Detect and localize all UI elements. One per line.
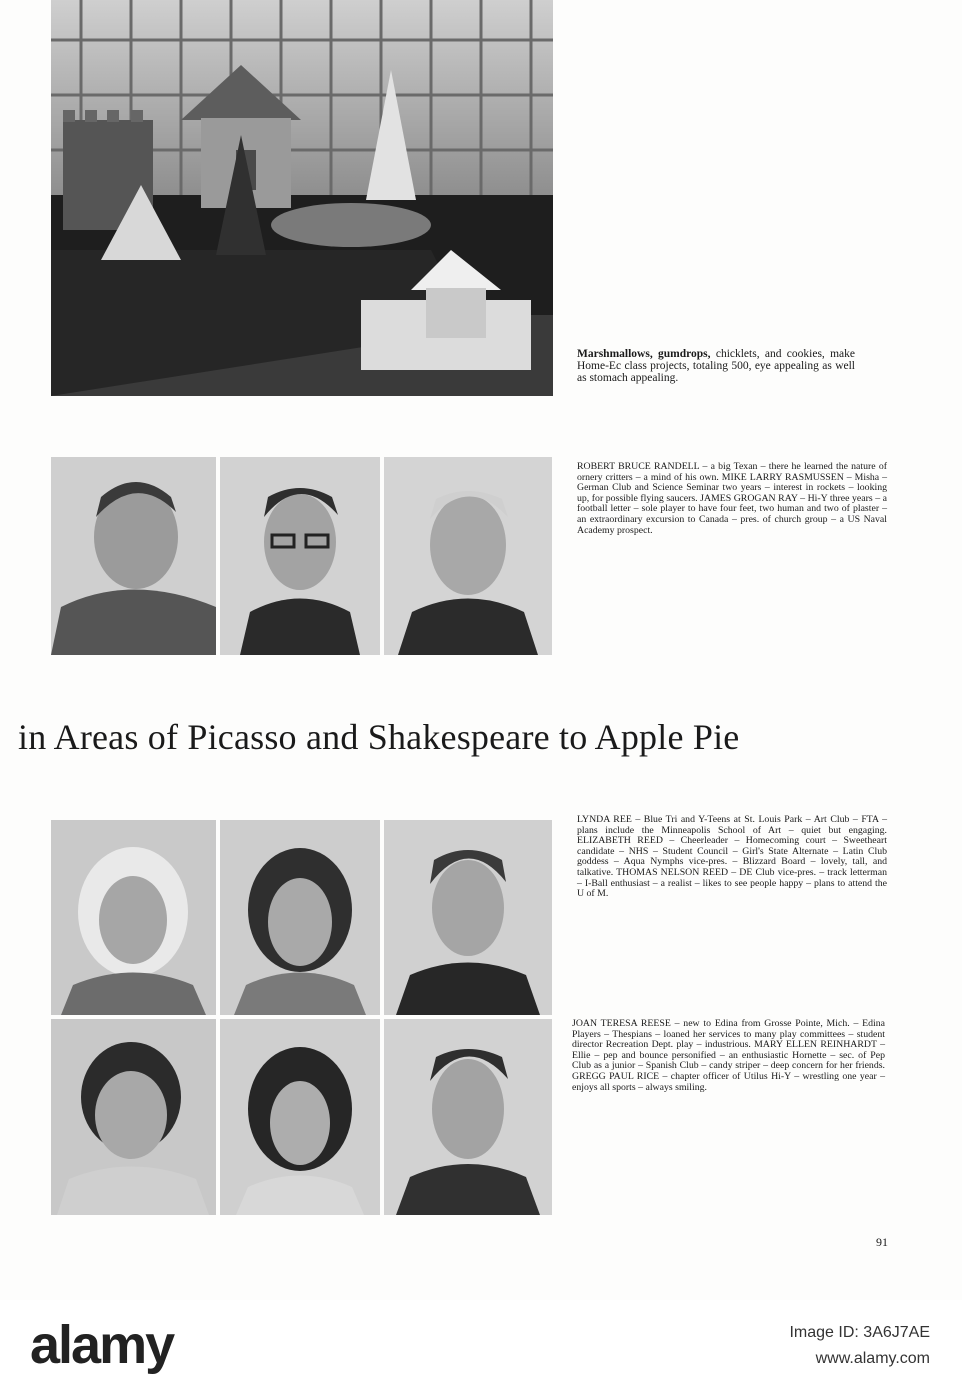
image-id: Image ID: 3A6J7AE — [789, 1324, 930, 1341]
portrait-joan-reese — [51, 1019, 216, 1215]
portrait-lynda-ree — [51, 820, 216, 1015]
site-url[interactable]: www.alamy.com — [815, 1350, 930, 1367]
portrait-mike-rasmussen — [220, 457, 380, 655]
portrait-mary-reinhardt — [220, 1019, 380, 1215]
page-number: 91 — [876, 1235, 888, 1249]
bio-row-1: ROBERT BRUCE RANDELL – a big Texan – there he learned the nature of ornery critters – a mind of his own. MIKE LARRY RASMUSSEN – Misha – German Club and Science Seminar two years – interest in rockets – looking up, for possible flying saucers. JAMES GROGAN RAY – Hi-Y three years – a football letter – sole player to have four feet, two human and two of plaster – an extraordinary excursion to Canada – pres. of church group – a US Naval Academy prospect. — [577, 461, 887, 536]
portrait-elizabeth-reed — [220, 820, 380, 1015]
caption-lead: Marshmallows, gumdrops, — [577, 348, 711, 360]
portrait-thomas-reed — [384, 820, 552, 1015]
stock-banner — [0, 1300, 962, 1390]
gingerbread-house-photo — [51, 0, 553, 396]
page-headline: in Areas of Picasso and Shakespeare to Apple Pie — [18, 717, 740, 757]
bio-row-2: LYNDA REE – Blue Tri and Y-Teens at St. Louis Park – Art Club – FTA – plans include the Minneapolis School of Art – quiet but engaging. ELIZABETH REED – Cheerleader – Homecoming court – Sweetheart candidate – NHS – Student Council – Girl's State Alternate – Latin Club goddess – Aqua Nymphs vice-pres. – Blizzard Board – lovely, tall, and talkative. THOMAS NELSON REED – DE Club vice-pres. – track letterman – I-Ball enthusiast – a realist – likes to see people happy – plans to attend the U of M. — [577, 814, 887, 900]
portrait-james-ray — [384, 457, 552, 655]
portrait-gregg-rice — [384, 1019, 552, 1215]
photo-caption — [577, 348, 855, 384]
bio-row-3: JOAN TERESA REESE – new to Edina from Grosse Pointe, Mich. – Edina Players – Thespians – loaned her services to many play committees – student director Recreation Dept. play – industrious. MARY ELLEN REINHARDT – Ellie – pep and bounce personified – an enthusiastic Hornette – sec. of Pep Club as a junior – Spanish Club – candy striper – deep concern for her friends. GREGG PAUL RICE – chapter officer of Utilus Hi-Y – wrestling one year – enjoys all sports – always smiling. — [572, 1018, 885, 1093]
caption-text: chicklets, and cookies, make Home-Ec class projects, totaling 500, eye appealing as well as stomach appealing. — [577, 348, 856, 384]
portrait-robert-randell — [51, 457, 216, 655]
alamy-logo: alamy — [30, 1315, 174, 1375]
